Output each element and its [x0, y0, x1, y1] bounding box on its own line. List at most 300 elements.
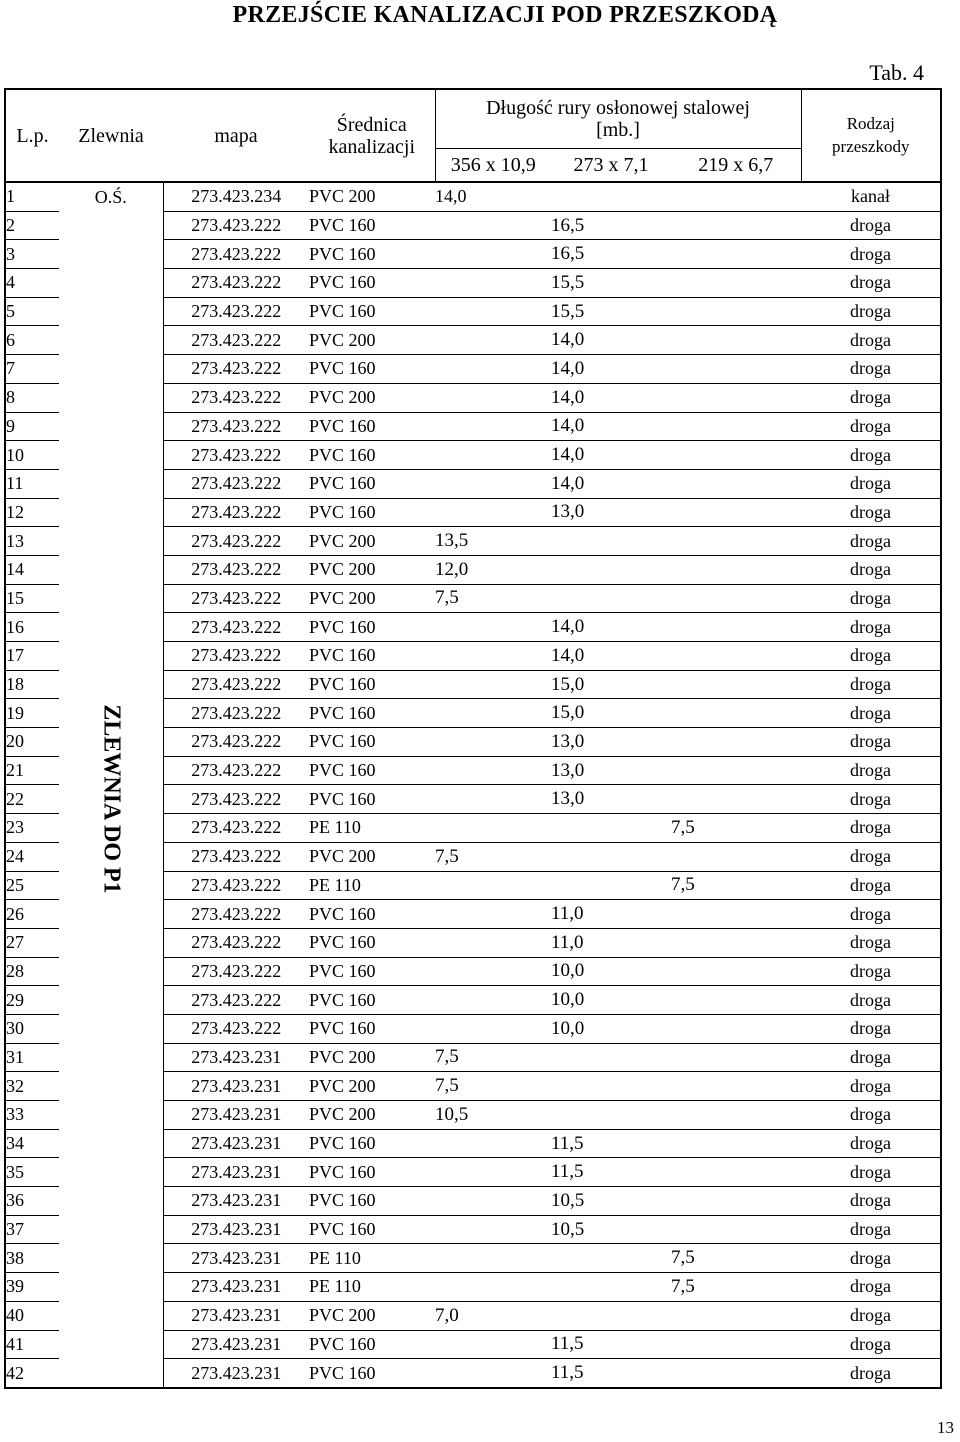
- cell-219: [671, 527, 801, 556]
- cell-rodzaj: droga: [801, 1014, 941, 1043]
- cell-lp: 17: [5, 642, 59, 671]
- header-lp: L.p.: [5, 89, 59, 182]
- header-mapa: mapa: [163, 89, 309, 182]
- cell-mapa: 273.423.222: [163, 1014, 309, 1043]
- cell-356: 12,0: [435, 555, 551, 584]
- cell-219: [671, 211, 801, 240]
- header-dlugosc-line1: Długość rury osłonowej stalowej: [486, 97, 750, 119]
- cell-273: 11,0: [551, 900, 671, 929]
- cell-273: 14,0: [551, 412, 671, 441]
- cell-lp: 24: [5, 842, 59, 871]
- cell-rodzaj: droga: [801, 1301, 941, 1330]
- cell-219: [671, 1215, 801, 1244]
- cell-219: [671, 1359, 801, 1388]
- cell-lp: 39: [5, 1273, 59, 1302]
- cell-219: [671, 1014, 801, 1043]
- cell-273: 14,0: [551, 469, 671, 498]
- cell-rodzaj: droga: [801, 527, 941, 556]
- cell-273: [551, 1244, 671, 1273]
- cell-273: 15,5: [551, 269, 671, 298]
- cell-srednica: PVC 160: [309, 240, 435, 269]
- cell-rodzaj: droga: [801, 355, 941, 384]
- cell-219: 7,5: [671, 814, 801, 843]
- cell-srednica: PVC 160: [309, 469, 435, 498]
- header-sub-356: 356 x 10,9: [435, 149, 551, 183]
- cell-mapa: 273.423.222: [163, 211, 309, 240]
- cell-lp: 21: [5, 756, 59, 785]
- cell-rodzaj: droga: [801, 441, 941, 470]
- cell-rodzaj: droga: [801, 269, 941, 298]
- table-row: [5, 211, 941, 240]
- cell-lp: 15: [5, 584, 59, 613]
- cell-273: [551, 842, 671, 871]
- header-sub-273: 273 x 7,1: [551, 149, 671, 183]
- cell-zlewnia: O.Ś.: [94, 186, 127, 207]
- cell-356: [435, 1158, 551, 1187]
- cell-219: [671, 900, 801, 929]
- cell-lp: 32: [5, 1072, 59, 1101]
- cell-rodzaj: droga: [801, 957, 941, 986]
- cell-srednica: PVC 160: [309, 756, 435, 785]
- cell-273: 10,5: [551, 1215, 671, 1244]
- cell-219: [671, 297, 801, 326]
- cell-srednica: PVC 160: [309, 928, 435, 957]
- cell-lp: 20: [5, 728, 59, 757]
- cell-219: [671, 240, 801, 269]
- cell-mapa: 273.423.222: [163, 326, 309, 355]
- cell-219: [671, 1072, 801, 1101]
- cell-mapa: 273.423.222: [163, 441, 309, 470]
- cell-lp: 34: [5, 1129, 59, 1158]
- cell-356: [435, 1244, 551, 1273]
- cell-273: 13,0: [551, 756, 671, 785]
- cell-rodzaj: droga: [801, 699, 941, 728]
- cell-356: [435, 642, 551, 671]
- cell-273: 11,5: [551, 1359, 671, 1388]
- cell-219: [671, 842, 801, 871]
- cell-rodzaj: droga: [801, 900, 941, 929]
- cell-srednica: PVC 200: [309, 555, 435, 584]
- cell-rodzaj: droga: [801, 986, 941, 1015]
- cell-356: [435, 670, 551, 699]
- cell-srednica: PVC 160: [309, 1359, 435, 1388]
- cell-356: [435, 785, 551, 814]
- cell-rodzaj: droga: [801, 756, 941, 785]
- cell-mapa: 273.423.231: [163, 1215, 309, 1244]
- cell-356: [435, 957, 551, 986]
- cell-mapa: 273.423.222: [163, 269, 309, 298]
- cell-273: [551, 527, 671, 556]
- cell-rodzaj: droga: [801, 785, 941, 814]
- cell-lp: 28: [5, 957, 59, 986]
- cell-srednica: PVC 160: [309, 1330, 435, 1359]
- cell-srednica: PVC 160: [309, 1187, 435, 1216]
- cell-lp: 41: [5, 1330, 59, 1359]
- cell-356: [435, 1215, 551, 1244]
- cell-273: [551, 1301, 671, 1330]
- cell-mapa: 273.423.222: [163, 986, 309, 1015]
- cell-273: 13,0: [551, 498, 671, 527]
- cell-rodzaj: droga: [801, 842, 941, 871]
- header-srednica-line2: kanalizacji: [328, 135, 416, 158]
- cell-273: [551, 871, 671, 900]
- cell-219: [671, 182, 801, 211]
- cell-mapa: 273.423.231: [163, 1273, 309, 1302]
- cell-srednica: PVC 160: [309, 441, 435, 470]
- cell-273: 16,5: [551, 240, 671, 269]
- cell-rodzaj: kanał: [801, 182, 941, 211]
- table-number: Tab. 4: [869, 60, 924, 85]
- cell-rodzaj: droga: [801, 240, 941, 269]
- cell-273: 10,5: [551, 1187, 671, 1216]
- cell-lp: 9: [5, 412, 59, 441]
- cell-lp: 31: [5, 1043, 59, 1072]
- cell-mapa: 273.423.222: [163, 383, 309, 412]
- cell-219: [671, 355, 801, 384]
- cell-356: [435, 613, 551, 642]
- cell-srednica: PVC 200: [309, 326, 435, 355]
- cell-lp: 4: [5, 269, 59, 298]
- cell-356: [435, 1273, 551, 1302]
- cell-lp: 18: [5, 670, 59, 699]
- cell-srednica: PVC 160: [309, 1014, 435, 1043]
- cell-356: [435, 326, 551, 355]
- cell-273: 13,0: [551, 785, 671, 814]
- cell-mapa: 273.423.222: [163, 928, 309, 957]
- cell-srednica: PVC 160: [309, 412, 435, 441]
- cell-srednica: PVC 200: [309, 1043, 435, 1072]
- cell-mapa: 273.423.231: [163, 1187, 309, 1216]
- cell-rodzaj: droga: [801, 1043, 941, 1072]
- cell-219: [671, 1043, 801, 1072]
- cell-rodzaj: droga: [801, 412, 941, 441]
- cell-srednica: PVC 200: [309, 182, 435, 211]
- table-row: [5, 182, 941, 211]
- cell-356: [435, 383, 551, 412]
- cell-356: 7,0: [435, 1301, 551, 1330]
- cell-356: [435, 928, 551, 957]
- cell-mapa: 273.423.222: [163, 555, 309, 584]
- cell-mapa: 273.423.222: [163, 240, 309, 269]
- cell-219: [671, 412, 801, 441]
- cell-rodzaj: droga: [801, 1187, 941, 1216]
- cell-273: 15,0: [551, 699, 671, 728]
- header-srednica-line1: Średnica: [336, 113, 407, 136]
- cell-mapa: 273.423.222: [163, 469, 309, 498]
- cell-273: 10,0: [551, 1014, 671, 1043]
- cell-srednica: PVC 160: [309, 211, 435, 240]
- cell-lp: 2: [5, 211, 59, 240]
- cell-lp: 6: [5, 326, 59, 355]
- cell-lp: 40: [5, 1301, 59, 1330]
- cell-356: 7,5: [435, 1072, 551, 1101]
- cell-lp: 1: [5, 182, 59, 211]
- cell-219: [671, 498, 801, 527]
- cell-srednica: PE 110: [309, 1244, 435, 1273]
- cell-356: [435, 297, 551, 326]
- cell-srednica: PVC 200: [309, 1101, 435, 1130]
- cell-rodzaj: droga: [801, 498, 941, 527]
- cell-273: 16,5: [551, 211, 671, 240]
- cell-srednica: PVC 160: [309, 297, 435, 326]
- cell-219: [671, 1330, 801, 1359]
- cell-356: 7,5: [435, 584, 551, 613]
- cell-356: 13,5: [435, 527, 551, 556]
- cell-356: [435, 814, 551, 843]
- cell-273: 11,5: [551, 1158, 671, 1187]
- cell-rodzaj: droga: [801, 1072, 941, 1101]
- cell-219: [671, 957, 801, 986]
- cell-srednica: PVC 160: [309, 498, 435, 527]
- cell-rodzaj: droga: [801, 613, 941, 642]
- cell-srednica: PVC 200: [309, 383, 435, 412]
- cell-rodzaj: droga: [801, 642, 941, 671]
- cell-mapa: 273.423.222: [163, 871, 309, 900]
- cell-rodzaj: droga: [801, 728, 941, 757]
- cell-273: 14,0: [551, 355, 671, 384]
- cell-mapa: 273.423.234: [163, 182, 309, 211]
- cell-rodzaj: droga: [801, 469, 941, 498]
- cell-219: [671, 785, 801, 814]
- cell-mapa: 273.423.222: [163, 642, 309, 671]
- cell-356: [435, 211, 551, 240]
- cell-219: [671, 986, 801, 1015]
- cell-lp: 13: [5, 527, 59, 556]
- cell-219: [671, 326, 801, 355]
- cell-273: [551, 814, 671, 843]
- cell-mapa: 273.423.222: [163, 756, 309, 785]
- cell-lp: 10: [5, 441, 59, 470]
- cell-rodzaj: droga: [801, 814, 941, 843]
- cell-rodzaj: droga: [801, 1215, 941, 1244]
- cell-rodzaj: droga: [801, 1273, 941, 1302]
- cell-srednica: PVC 160: [309, 1215, 435, 1244]
- cell-219: [671, 928, 801, 957]
- cell-356: [435, 355, 551, 384]
- cell-219: 7,5: [671, 871, 801, 900]
- cell-219: [671, 1101, 801, 1130]
- crossings-table: [4, 88, 942, 1389]
- cell-srednica: PVC 160: [309, 1129, 435, 1158]
- cell-219: [671, 441, 801, 470]
- cell-273: 14,0: [551, 642, 671, 671]
- cell-356: [435, 412, 551, 441]
- cell-219: [671, 1301, 801, 1330]
- cell-srednica: PVC 160: [309, 1158, 435, 1187]
- cell-219: [671, 728, 801, 757]
- cell-356: [435, 1330, 551, 1359]
- cell-219: [671, 469, 801, 498]
- header-rodzaj-line2: przeszkody: [832, 136, 910, 156]
- cell-srednica: PVC 160: [309, 699, 435, 728]
- cell-273: 13,0: [551, 728, 671, 757]
- cell-219: [671, 1187, 801, 1216]
- cell-mapa: 273.423.231: [163, 1129, 309, 1158]
- cell-356: [435, 699, 551, 728]
- header-sub-219: 219 x 6,7: [671, 149, 801, 183]
- cell-lp: 36: [5, 1187, 59, 1216]
- cell-rodzaj: droga: [801, 326, 941, 355]
- cell-219: [671, 584, 801, 613]
- cell-lp: 33: [5, 1101, 59, 1130]
- cell-219: [671, 613, 801, 642]
- cell-mapa: 273.423.222: [163, 957, 309, 986]
- cell-rodzaj: droga: [801, 1101, 941, 1130]
- cell-mapa: 273.423.231: [163, 1244, 309, 1273]
- cell-356: [435, 498, 551, 527]
- cell-mapa: 273.423.222: [163, 670, 309, 699]
- cell-mapa: 273.423.222: [163, 785, 309, 814]
- cell-srednica: PVC 200: [309, 842, 435, 871]
- cell-srednica: PE 110: [309, 871, 435, 900]
- cell-356: 7,5: [435, 1043, 551, 1072]
- cell-rodzaj: droga: [801, 1158, 941, 1187]
- cell-219: [671, 670, 801, 699]
- cell-273: 14,0: [551, 441, 671, 470]
- cell-lp: 3: [5, 240, 59, 269]
- cell-356: [435, 986, 551, 1015]
- cell-srednica: PVC 160: [309, 355, 435, 384]
- cell-rodzaj: droga: [801, 555, 941, 584]
- cell-srednica: PVC 160: [309, 728, 435, 757]
- cell-219: 7,5: [671, 1244, 801, 1273]
- cell-mapa: 273.423.231: [163, 1101, 309, 1130]
- cell-srednica: PVC 200: [309, 527, 435, 556]
- cell-srednica: PVC 160: [309, 957, 435, 986]
- header-zlewnia: Zlewnia: [59, 89, 163, 182]
- cell-lp: 35: [5, 1158, 59, 1187]
- cell-273: [551, 1072, 671, 1101]
- cell-rodzaj: droga: [801, 1244, 941, 1273]
- cell-lp: 11: [5, 469, 59, 498]
- header-rodzaj-line1: Rodzaj: [846, 114, 895, 134]
- cell-356: [435, 469, 551, 498]
- cell-rodzaj: droga: [801, 928, 941, 957]
- cell-273: [551, 1273, 671, 1302]
- header-rodzaj: [801, 89, 941, 182]
- cell-lp: 26: [5, 900, 59, 929]
- cell-rodzaj: droga: [801, 1129, 941, 1158]
- cell-356: [435, 728, 551, 757]
- cell-356: [435, 441, 551, 470]
- cell-219: [671, 756, 801, 785]
- cell-mapa: 273.423.231: [163, 1072, 309, 1101]
- cell-mapa: 273.423.222: [163, 728, 309, 757]
- cell-lp: 29: [5, 986, 59, 1015]
- cell-srednica: PE 110: [309, 1273, 435, 1302]
- header-srednica: [309, 89, 435, 182]
- cell-lp: 30: [5, 1014, 59, 1043]
- cell-273: [551, 1043, 671, 1072]
- cell-273: 14,0: [551, 613, 671, 642]
- cell-273: [551, 1101, 671, 1130]
- cell-273: 11,5: [551, 1129, 671, 1158]
- cell-219: 7,5: [671, 1273, 801, 1302]
- cell-mapa: 273.423.222: [163, 297, 309, 326]
- cell-mapa: 273.423.222: [163, 355, 309, 384]
- cell-219: [671, 642, 801, 671]
- page-number: 13: [937, 1418, 954, 1437]
- cell-356: [435, 1014, 551, 1043]
- cell-srednica: PVC 200: [309, 584, 435, 613]
- cell-mapa: 273.423.231: [163, 1359, 309, 1388]
- cell-219: [671, 699, 801, 728]
- cell-lp: 14: [5, 555, 59, 584]
- cell-mapa: 273.423.231: [163, 1158, 309, 1187]
- header-dlugosc: [435, 89, 801, 149]
- cell-srednica: PVC 160: [309, 670, 435, 699]
- cell-lp: 27: [5, 928, 59, 957]
- cell-rodzaj: droga: [801, 584, 941, 613]
- cell-lp: 25: [5, 871, 59, 900]
- cell-mapa: 273.423.222: [163, 584, 309, 613]
- cell-lp: 38: [5, 1244, 59, 1273]
- cell-273: 15,0: [551, 670, 671, 699]
- cell-219: [671, 1158, 801, 1187]
- cell-mapa: 273.423.222: [163, 842, 309, 871]
- cell-273: 14,0: [551, 383, 671, 412]
- cell-srednica: PVC 160: [309, 900, 435, 929]
- cell-mapa: 273.423.231: [163, 1301, 309, 1330]
- cell-srednica: PVC 160: [309, 986, 435, 1015]
- cell-273: 10,0: [551, 986, 671, 1015]
- cell-356: [435, 1129, 551, 1158]
- cell-273: [551, 584, 671, 613]
- cell-219: [671, 383, 801, 412]
- cell-mapa: 273.423.231: [163, 1043, 309, 1072]
- cell-356: 7,5: [435, 842, 551, 871]
- cell-srednica: PE 110: [309, 814, 435, 843]
- cell-rodzaj: droga: [801, 871, 941, 900]
- cell-356: 10,5: [435, 1101, 551, 1130]
- cell-srednica: PVC 160: [309, 269, 435, 298]
- cell-273: 15,5: [551, 297, 671, 326]
- cell-356: [435, 269, 551, 298]
- cell-273: 10,0: [551, 957, 671, 986]
- cell-rodzaj: droga: [801, 1359, 941, 1388]
- cell-rodzaj: droga: [801, 297, 941, 326]
- cell-mapa: 273.423.222: [163, 699, 309, 728]
- cell-rodzaj: droga: [801, 1330, 941, 1359]
- cell-mapa: 273.423.222: [163, 900, 309, 929]
- cell-rodzaj: droga: [801, 383, 941, 412]
- cell-356: [435, 240, 551, 269]
- cell-rodzaj: droga: [801, 211, 941, 240]
- cell-356: 14,0: [435, 182, 551, 211]
- cell-lp: 16: [5, 613, 59, 642]
- cell-273: 11,5: [551, 1330, 671, 1359]
- cell-lp: 22: [5, 785, 59, 814]
- cell-273: 14,0: [551, 326, 671, 355]
- cell-mapa: 273.423.231: [163, 1330, 309, 1359]
- cell-mapa: 273.423.222: [163, 412, 309, 441]
- cell-273: [551, 555, 671, 584]
- cell-mapa: 273.423.222: [163, 498, 309, 527]
- cell-356: [435, 1359, 551, 1388]
- cell-srednica: PVC 160: [309, 613, 435, 642]
- cell-273: [551, 182, 671, 211]
- cell-srednica: PVC 160: [309, 642, 435, 671]
- cell-zlewnia-group: [59, 211, 163, 1388]
- header-dlugosc-line2: [mb.]: [596, 119, 640, 141]
- zlewnia-group-label: ZLEWNIA DO P1: [98, 704, 125, 894]
- cell-219: [671, 1129, 801, 1158]
- page-title: PRZEJŚCIE KANALIZACJI POD PRZESZKODĄ: [232, 2, 778, 28]
- cell-lp: 12: [5, 498, 59, 527]
- cell-mapa: 273.423.222: [163, 613, 309, 642]
- cell-lp: 19: [5, 699, 59, 728]
- cell-356: [435, 1187, 551, 1216]
